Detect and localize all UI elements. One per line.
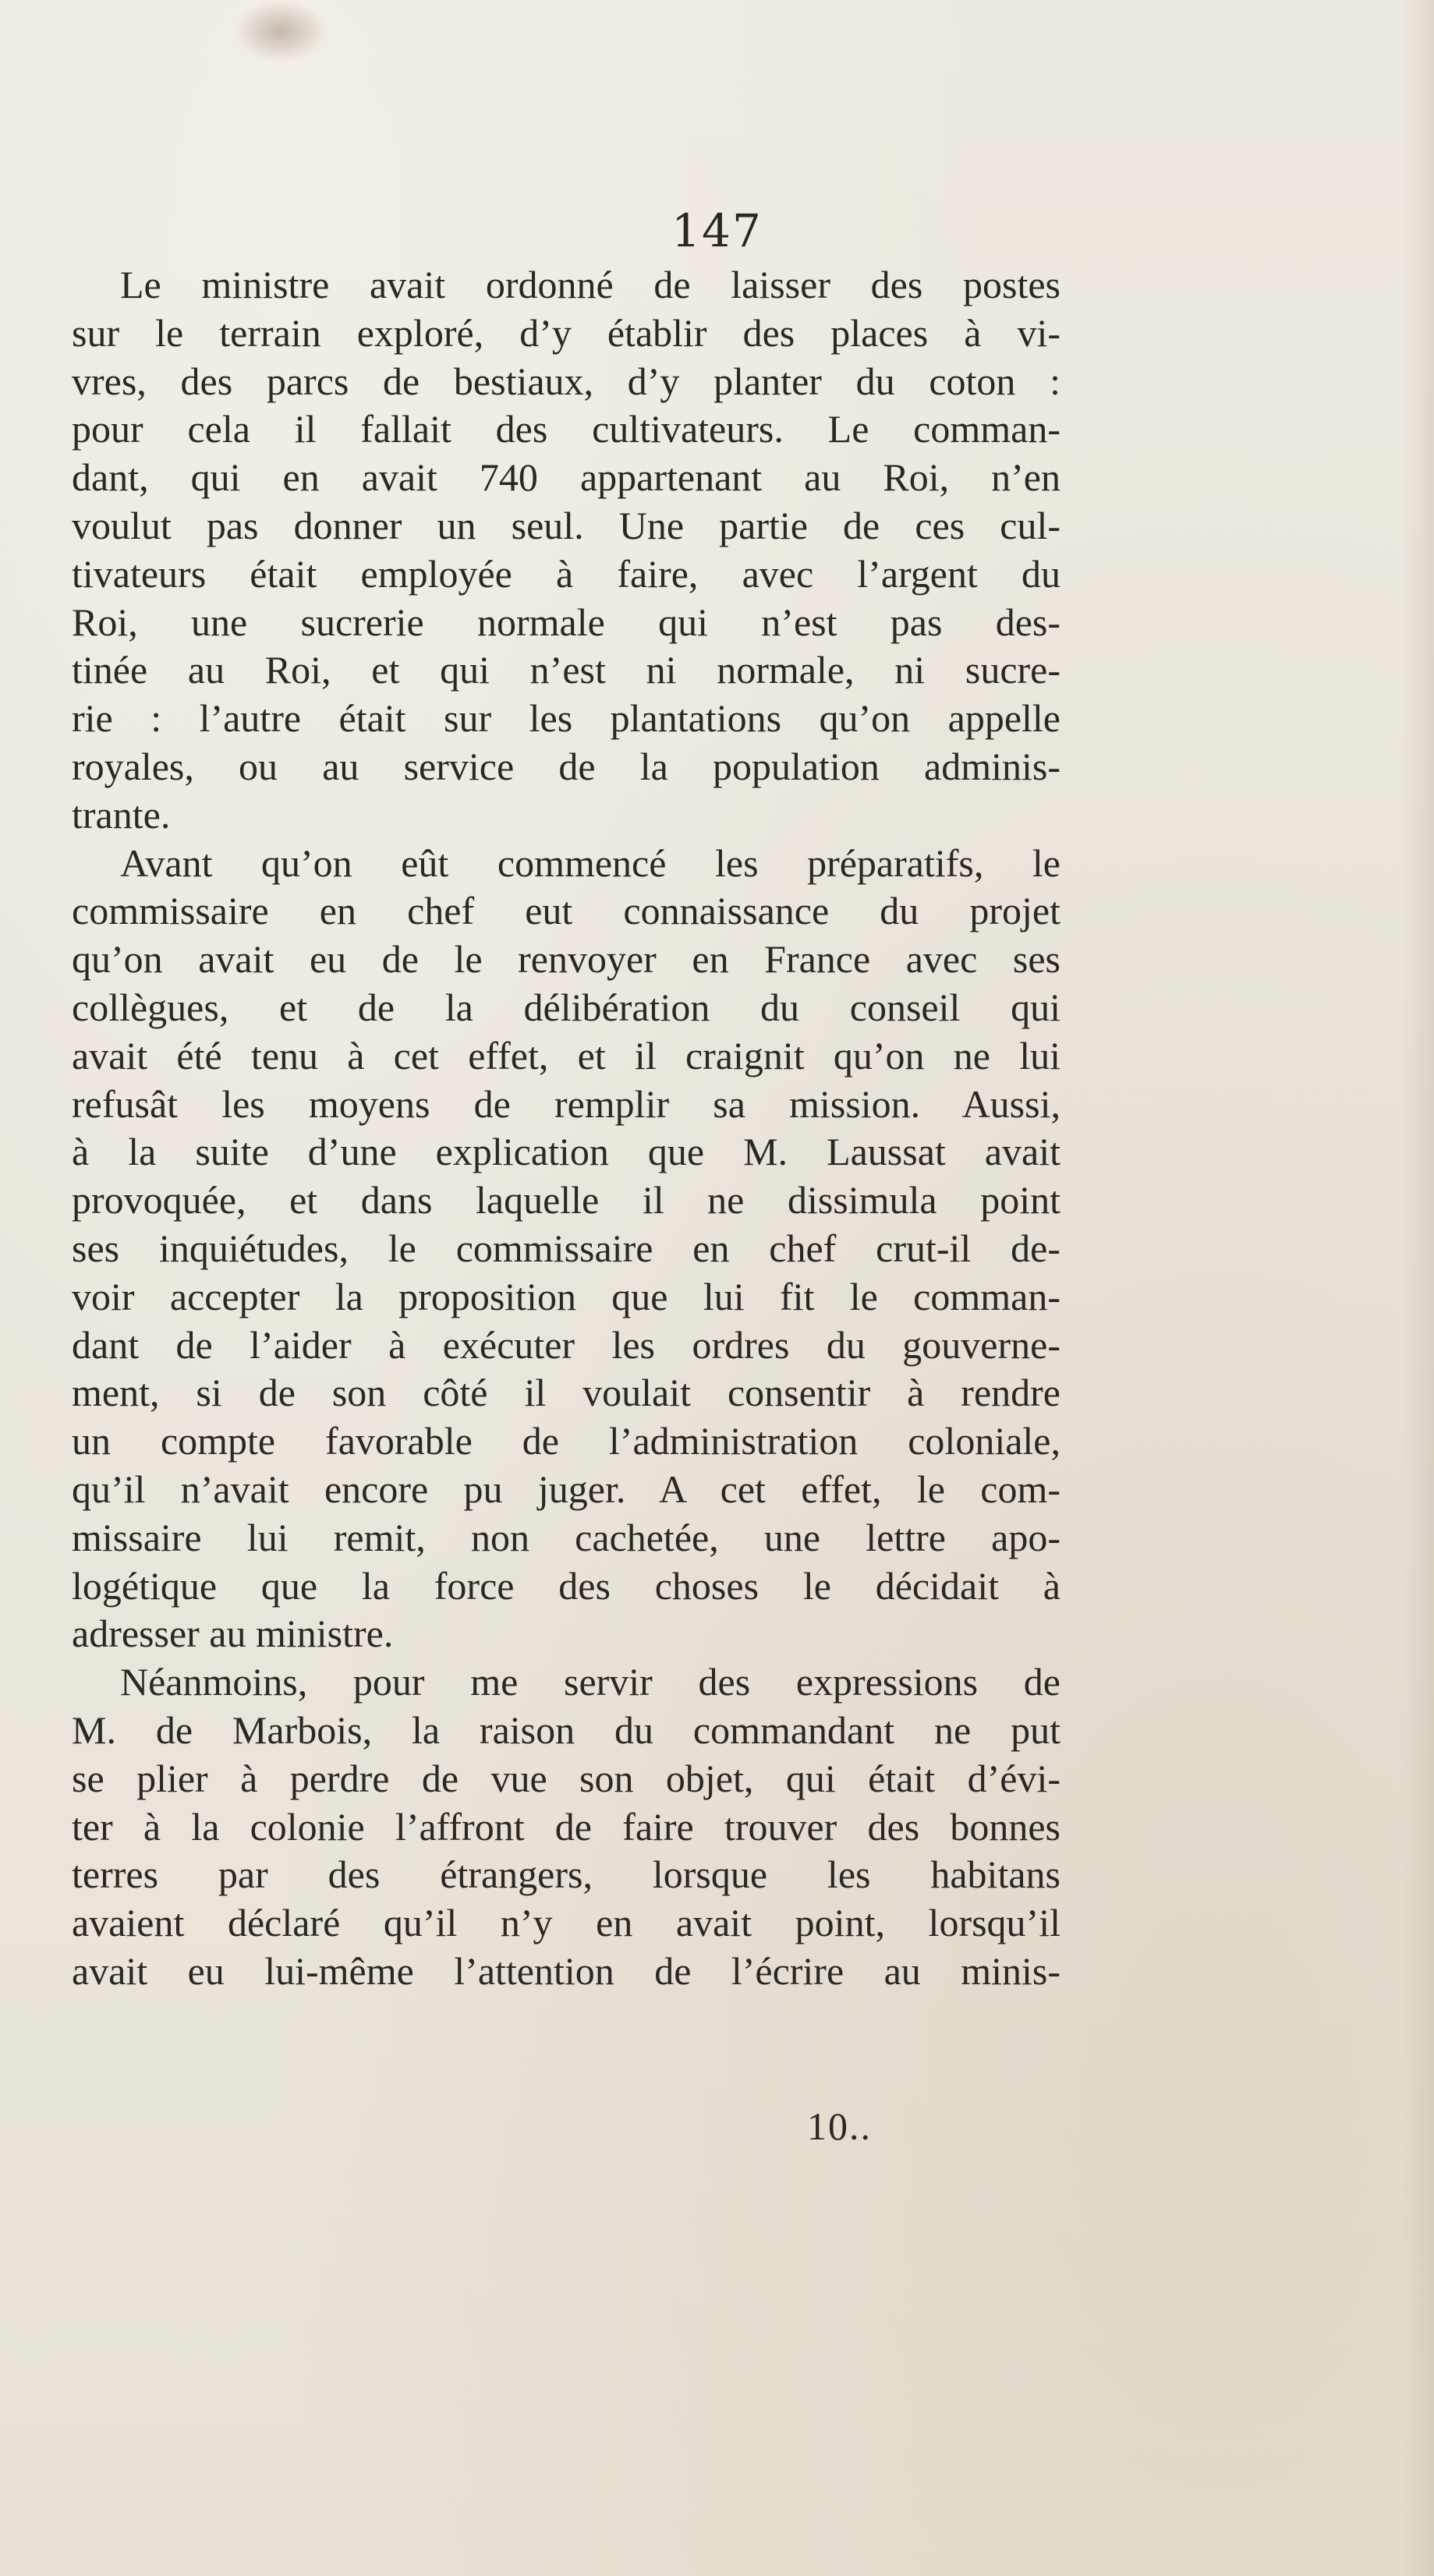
text-line: terres par des étrangers, lorsque les habitans (72, 1852, 1060, 1897)
signature-mark: 10.. (807, 2104, 872, 2148)
body-text (72, 261, 1060, 1996)
paper-stain (234, 0, 328, 62)
text-line: provoquée, et dans laquelle il ne dissimula point (72, 1178, 1060, 1223)
text-line: M. de Marbois, la raison du commandant ne put (72, 1707, 1060, 1752)
text-line: trante. (72, 792, 171, 837)
paragraph (72, 261, 1060, 840)
text-line: ses inquiétudes, le commissaire en chef crut-il de- (72, 1226, 1060, 1270)
text-line: refusât les moyens de remplir sa mission. Aussi, (72, 1081, 1060, 1126)
text-line: Le ministre avait ordonné de laisser des postes (120, 263, 1060, 306)
text-line: rie : l’autre était sur les plantations qu’on appelle (72, 696, 1060, 741)
text-line: se plier à perdre de vue son objet, qui était d’évi- (72, 1756, 1060, 1800)
text-line: sur le terrain exploré, d’y établir des places à vi- (72, 310, 1060, 355)
text-line: avait eu lui-même l’attention de l’écrire au minis- (72, 1948, 1060, 1993)
text-line: voulut pas donner un seul. Une partie de ces cul- (72, 503, 1060, 547)
text-line: Avant qu’on eût commencé les préparatifs, le (120, 840, 1060, 885)
text-line: royales, ou au service de la population adminis- (72, 744, 1060, 788)
text-line: ter à la colonie l’affront de faire trouver des bonnes (72, 1804, 1060, 1849)
text-line: voir accepter la proposition que lui fit le comman- (72, 1274, 1060, 1318)
text-line: un compte favorable de l’administration coloniale, (72, 1419, 1060, 1463)
paragraph (72, 1658, 1060, 1996)
text-line: tivateurs était employée à faire, avec l’argent du (72, 551, 1060, 596)
text-line: avait été tenu à cet effet, et il craignit qu’on ne lui (72, 1033, 1060, 1077)
text-line: Néanmoins, pour me servir des expressions de (120, 1660, 1060, 1704)
text-line: à la suite d’une explication que M. Laussat avait (72, 1130, 1060, 1174)
text-line: dant de l’aider à exécuter les ordres du gouverne- (72, 1322, 1060, 1367)
page-edge-shadow (1403, 0, 1434, 2576)
text-line: qu’on avait eu de le renvoyer en France avec ses (72, 937, 1060, 982)
text-line: qu’il n’avait encore pu juger. A cet effet, le com- (72, 1467, 1060, 1511)
text-line: Roi, une sucrerie normale qui n’est pas des- (72, 600, 1060, 644)
text-line: pour cela il fallait des cultivateurs. Le comman- (72, 407, 1060, 451)
text-line: collègues, et de la délibération du conseil qui (72, 985, 1060, 1029)
text-line: vres, des parcs de bestiaux, d’y planter du coton : (72, 359, 1060, 403)
text-line: tinée au Roi, et qui n’est ni normale, ni sucre- (72, 648, 1060, 692)
text-line: adresser au ministre. (72, 1612, 394, 1656)
text-line: avaient déclaré qu’il n’y en avait point, lorsqu’il (72, 1901, 1060, 1945)
text-line: commissaire en chef eut connaissance du projet (72, 889, 1060, 933)
text-line: missaire lui remit, non cachetée, une lettre apo- (72, 1515, 1060, 1559)
text-line: ment, si de son côté il voulait consentir à rendre (72, 1371, 1060, 1415)
paragraph (72, 840, 1060, 1659)
text-line: dant, qui en avait 740 appartenant au Roi, n’en (72, 455, 1060, 500)
page-number: 147 (671, 204, 763, 257)
text-line: logétique que la force des choses le décidait à (72, 1563, 1060, 1608)
